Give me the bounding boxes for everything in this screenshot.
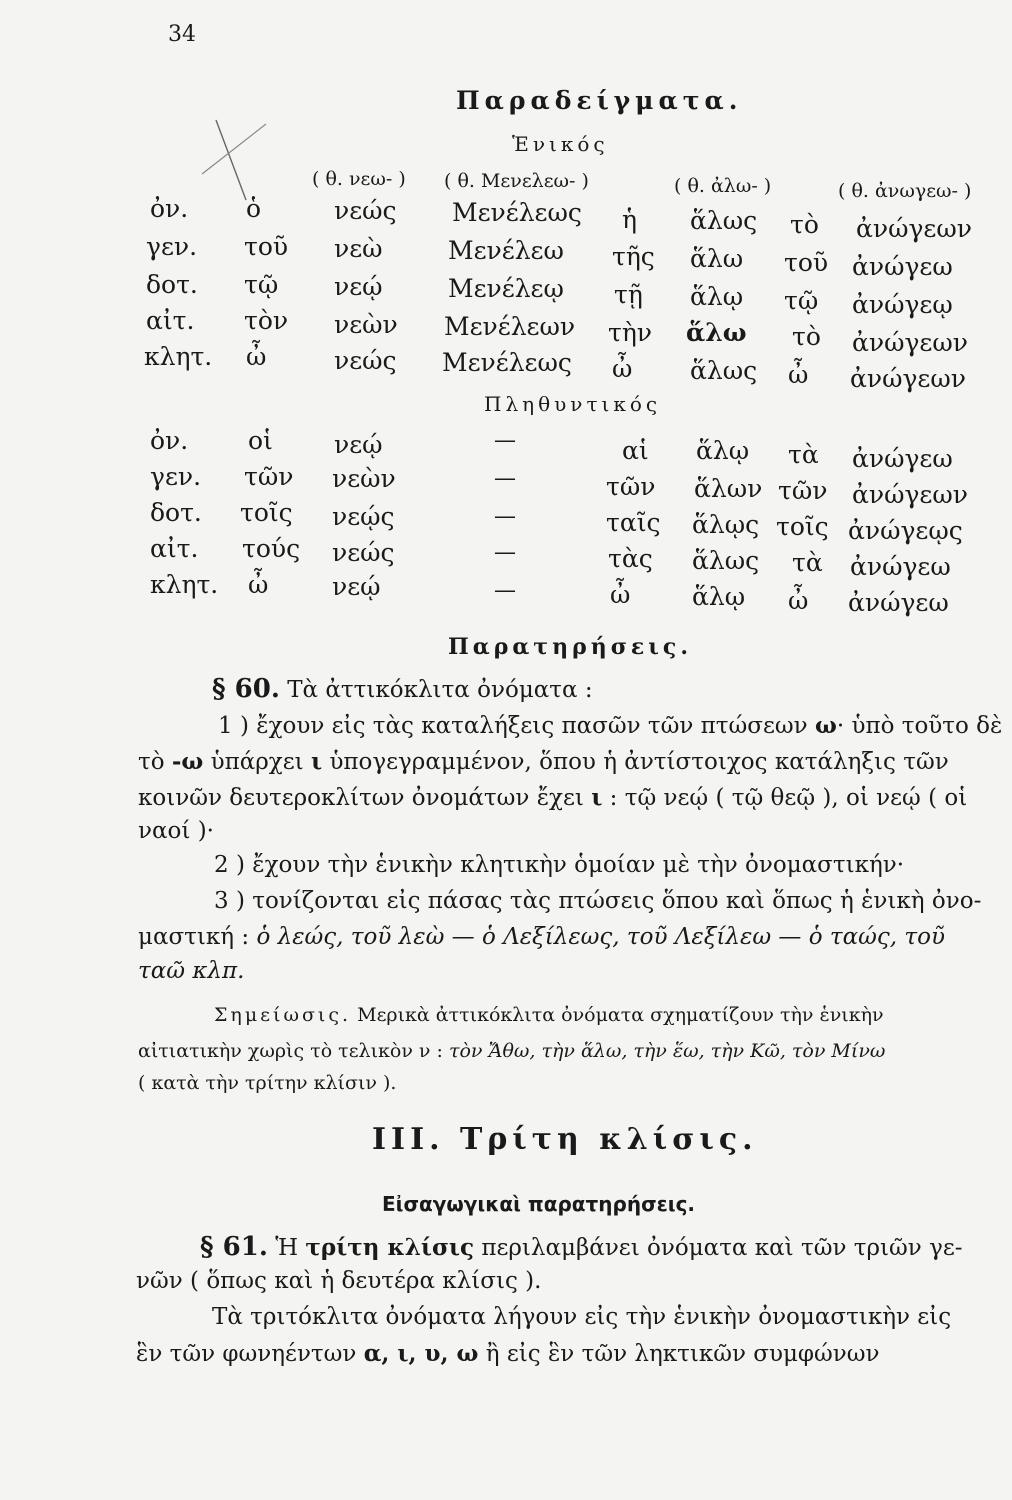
paragraph-line: τὸ -ω ὑπάρχει ι ὑπογεγραμμένον, ὅπου ἡ ἀντίστοιχος κατάληξις τῶν	[138, 748, 949, 775]
case-label: ὀν.	[150, 426, 189, 455]
table-cell: Μενέλεως	[442, 348, 572, 377]
pencil-cross-mark	[196, 116, 276, 206]
table-cell: ἅλω	[690, 244, 744, 273]
table-cell: τῶν	[244, 462, 294, 491]
table-cell: ἀνώγεω	[852, 252, 953, 281]
table-cell: τῷ	[784, 286, 819, 315]
table-cell: ταῖς	[606, 508, 661, 537]
note-label: Σημείωσις.	[214, 1004, 352, 1026]
table-cell: τοῦ	[244, 232, 289, 261]
table-cell: νεῴ	[332, 572, 381, 601]
paragraph-line: Τὰ τριτόκλιτα ὀνόματα λήγουν εἰς τὴν ἑνικὴν ὀνομαστικὴν εἰς	[212, 1304, 952, 1330]
paragraph-line: ναοί )·	[138, 818, 214, 844]
note-line: αἰτιατικὴν χωρὶς τὸ τελικὸν ν : τὸν Ἄθω, τὴν ἅλω, τὴν ἕω, τὴν Κῶ, τὸν Μίνω	[138, 1040, 886, 1062]
case-label: αἰτ.	[150, 534, 199, 563]
paragraph-line: μαστική : ὁ λεώς, τοῦ λεὼ — ὁ Λεξίλεως, τοῦ Λεξίλεω — ὁ ταώς, τοῦ	[138, 924, 945, 950]
paragraph-line: νῶν ( ὅπως καὶ ἡ δευτέρα κλίσις ).	[136, 1268, 542, 1294]
paragraph-line: ταῶ κλπ.	[138, 958, 245, 984]
table-cell: ἀνώγεω	[850, 552, 951, 581]
table-cell: ἅλως	[692, 546, 760, 575]
paragraph-line: κοινῶν δευτεροκλίτων ὀνομάτων ἔχει ι : τῷ νεῴ ( τῷ θεῷ ), οἱ νεῴ ( οἱ	[138, 784, 968, 811]
table-cell: ἡ	[622, 205, 637, 234]
stem-header: ( θ. ἀλω- )	[674, 175, 772, 197]
table-cell: ὦ	[788, 360, 809, 389]
table-cell: τῆς	[612, 242, 655, 271]
table-cell: αἱ	[622, 436, 649, 465]
table-cell: ἅλῳ	[692, 582, 746, 611]
table-cell: —	[494, 504, 516, 529]
table-cell: ὦ	[612, 354, 633, 383]
table-cell: νεὼ	[334, 234, 383, 263]
table-cell: ἅλω	[686, 318, 747, 347]
table-cell: νεὼν	[332, 464, 396, 493]
table-cell: τὴν	[608, 318, 653, 347]
table-cell: ἀνώγεῳς	[848, 516, 963, 545]
intro-heading: Εἰσαγωγικαὶ παρατηρήσεις.	[382, 1192, 696, 1216]
table-cell: Μενέλεῳ	[448, 274, 564, 303]
paragraph-line: ἓν τῶν φωνηέντων α, ι, υ, ω ἢ εἰς ἓν τῶν ληκτικῶν συμφώνων	[136, 1340, 880, 1367]
table-cell: ἅλῳς	[692, 510, 760, 539]
table-cell: ἀνώγεω	[848, 588, 949, 617]
table-cell: τούς	[242, 534, 301, 563]
paragraph-line: 1 ) ἔχουν εἰς τὰς καταλήξεις πασῶν τῶν πτώσεων ω· ὑπὸ τοῦτο δὲ	[218, 712, 1003, 739]
table-cell: —	[494, 428, 516, 453]
table-cell: τὰ	[788, 440, 819, 469]
table-cell: τοῖς	[240, 498, 293, 527]
note-line: Σημείωσις. Μερικὰ ἀττικόκλιτα ὀνόματα σχηματίζουν τὴν ἑνικὴν	[214, 1004, 884, 1026]
stem-header: ( θ. νεω- )	[312, 168, 406, 190]
table-cell: ἅλῳ	[696, 436, 750, 465]
table-cell: ὦ	[246, 342, 267, 371]
section-number: § 61.	[200, 1232, 268, 1262]
table-cell: ἅλῳ	[690, 282, 744, 311]
table-cell: ἀνώγεῳ	[852, 290, 953, 319]
table-cell: τὸν	[244, 306, 289, 335]
case-label: κλητ.	[150, 570, 219, 599]
paragraph-line: § 61. Ἡ τρίτη κλίσις περιλαμβάνει ὀνόματα καὶ τῶν τριῶν γε-	[200, 1232, 963, 1262]
table-cell: ὦ	[610, 580, 631, 609]
examples-title: Παραδείγματα.	[456, 86, 743, 115]
chapter-heading: III. Τρίτη κλίσις.	[372, 1122, 758, 1157]
paragraph-line: 2 ) ἔχουν τὴν ἑνικὴν κλητικὴν ὁμοίαν μὲ τὴν ὀνομαστικήν·	[214, 852, 905, 878]
table-cell: νεώς	[332, 538, 395, 567]
table-cell: ὁ	[246, 194, 262, 223]
table-cell: τῶν	[606, 472, 656, 501]
table-cell: Μενέλεω	[448, 236, 564, 265]
table-cell: ἀνώγεων	[850, 364, 966, 393]
table-cell: νεῴς	[332, 502, 395, 531]
table-cell: —	[494, 540, 516, 565]
table-cell: ἀνώγεων	[852, 480, 968, 509]
table-cell: τὸ	[792, 322, 821, 351]
observations-heading: Παρατηρήσεις.	[448, 634, 692, 660]
page-number: 34	[168, 22, 196, 47]
table-cell: ὦ	[248, 570, 269, 599]
case-label: κλητ.	[144, 342, 213, 371]
table-cell: τὰς	[608, 544, 653, 573]
table-cell: ἀνώγεων	[856, 214, 972, 243]
case-label: δοτ.	[146, 270, 198, 299]
table-cell: τὸ	[790, 210, 819, 239]
table-cell: νεώς	[334, 196, 397, 225]
table-cell: νεῴ	[334, 430, 383, 459]
stem-header: ( θ. ἀνωγεω- )	[838, 180, 972, 202]
case-label: γεν.	[146, 232, 198, 261]
plural-label: Πληθυντικός	[484, 392, 662, 416]
case-label: ὀν.	[150, 194, 189, 223]
table-cell: Μενέλεως	[452, 198, 582, 227]
table-cell: τῇ	[614, 280, 643, 309]
table-cell: νεώς	[334, 346, 397, 375]
table-cell: τῶν	[778, 476, 828, 505]
table-cell: ἀνώγεων	[852, 328, 968, 357]
section-60-intro: § 60. Τὰ ἀττικόκλιτα ὀνόματα :	[212, 674, 593, 704]
paragraph-line: 3 ) τονίζονται εἰς πάσας τὰς πτώσεις ὅπου καὶ ὅπως ἡ ἑνικὴ ὀνο-	[214, 888, 982, 914]
table-cell: ὦ	[788, 586, 809, 615]
table-cell: τῷ	[244, 270, 279, 299]
singular-label: Ἑνικός	[512, 132, 609, 156]
table-cell: ἅλων	[694, 474, 763, 503]
table-cell: Μενέλεων	[444, 312, 576, 341]
case-label: δοτ.	[150, 498, 202, 527]
table-cell: ἅλως	[690, 356, 758, 385]
table-cell: —	[494, 578, 516, 603]
table-cell: νεῴ	[334, 272, 383, 301]
stem-header: ( θ. Μενελεω- )	[444, 170, 589, 192]
case-label: γεν.	[150, 462, 202, 491]
table-cell: τοῦ	[784, 248, 829, 277]
table-cell: —	[494, 466, 516, 491]
case-label: αἰτ.	[146, 306, 195, 335]
table-cell: οἱ	[248, 426, 273, 455]
note-line: ( κατὰ τὴν τρίτην κλίσιν ).	[138, 1072, 397, 1094]
table-cell: τοῖς	[776, 512, 829, 541]
table-cell: ἀνώγεω	[852, 444, 953, 473]
table-cell: ἅλως	[690, 206, 758, 235]
table-cell: νεὼν	[334, 310, 398, 339]
section-number: § 60.	[212, 674, 280, 704]
table-cell: τὰ	[792, 548, 823, 577]
